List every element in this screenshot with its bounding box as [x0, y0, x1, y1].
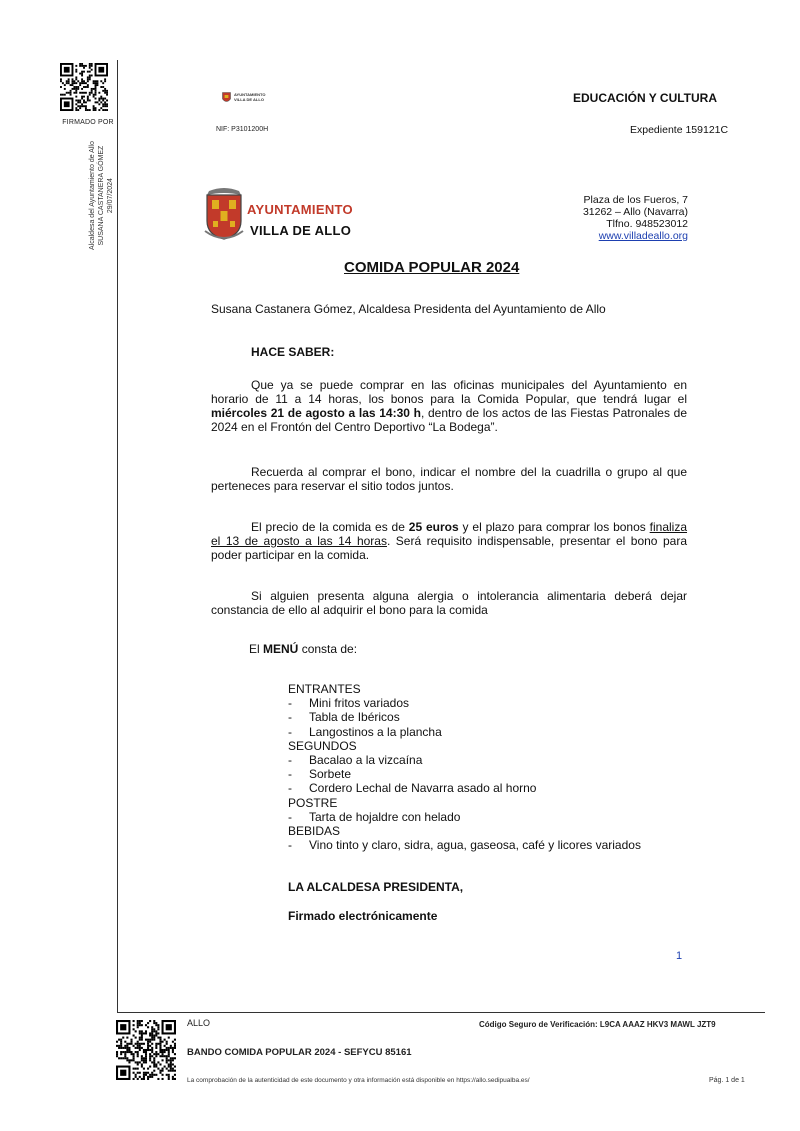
org-name-line2: VILLA DE ALLO — [250, 223, 352, 238]
price-highlight: 25 euros — [408, 520, 459, 534]
menu-intro-text-b: consta de: — [298, 642, 358, 656]
website-link[interactable]: www.villadeallo.org — [598, 230, 688, 242]
footer-entity: ALLO — [187, 1018, 211, 1028]
menu-item-label: Cordero Lechal de Navarra asado al horno — [309, 781, 537, 796]
para3-text-a: El precio de la comida es de — [251, 520, 409, 534]
menu-category: ENTRANTES — [288, 682, 361, 696]
menu-item-label: Tarta de hojaldre con helado — [309, 809, 461, 824]
phone-number: Tlfno. 948523012 — [606, 218, 688, 230]
nif-text: NIF: P3101200H — [216, 126, 269, 133]
menu-item-dash: - — [288, 724, 292, 739]
signer-name: SUSANA CASTANERA GÓMEZ — [98, 145, 105, 246]
small-logo-text — [234, 92, 265, 102]
menu-item — [288, 710, 641, 724]
menu-item-dash: - — [288, 809, 292, 824]
page-number: 1 — [676, 950, 683, 962]
menu-intro-text-a: El — [249, 642, 264, 656]
menu-item-dash: - — [288, 781, 292, 796]
department-heading: EDUCACIÓN Y CULTURA — [573, 91, 718, 105]
left-margin-line — [117, 60, 118, 1012]
hace-saber-heading: HACE SABER: — [251, 345, 335, 359]
paragraph-allergies: Si alguien presenta alguna alergia o intolerancia alimentaria deberá dejar constancia de ello al adquirir el bono para la comida — [211, 589, 687, 617]
footer-page-count: Pág. 1 de 1 — [709, 1077, 745, 1084]
signer-role: Alcaldesa del Ayuntamiento de Allo — [89, 141, 96, 250]
signature-vertical-text — [88, 141, 115, 250]
menu-item — [288, 838, 641, 852]
small-logo-line2: VILLA DE ALLO — [234, 97, 264, 102]
menu-intro — [249, 642, 357, 656]
footer-separator-line — [117, 1012, 765, 1013]
menu-category: BEBIDAS — [288, 824, 341, 839]
deadline-underlined: finaliza el 13 de agosto a las 14 horas — [211, 520, 688, 548]
menu-item-dash: - — [288, 710, 292, 725]
menu-list — [288, 682, 641, 852]
menu-item — [288, 781, 641, 795]
para3-text-c: . Será requisito indispensable, presentar el bono para poder participar en la comida. — [211, 534, 687, 562]
menu-item — [288, 696, 641, 710]
qr-code-footer-icon — [116, 1020, 176, 1080]
signer-title: LA ALCALDESA PRESIDENTA, — [288, 880, 464, 894]
menu-category: POSTRE — [288, 795, 338, 810]
paragraph-dates — [211, 378, 687, 434]
signed-note: Firmado electrónicamente — [288, 909, 438, 923]
menu-item — [288, 753, 641, 767]
menu-item-dash: - — [288, 696, 292, 711]
menu-item-label: Bacalao a la vizcaína — [309, 753, 423, 768]
qr-code-top-icon — [60, 63, 108, 111]
intro-line: Susana Castanera Gómez, Alcaldesa Presidenta del Ayuntamiento de Allo — [211, 302, 606, 316]
menu-item — [288, 810, 641, 824]
menu-word: MENÚ — [263, 642, 299, 656]
para3-text-b: y el plazo para comprar los bonos — [458, 520, 650, 534]
footer-csv-code: Código Seguro de Verificación: L9CA AAAZ HKV3 MAWL JZT9 — [479, 1020, 716, 1029]
paragraph-price — [211, 520, 687, 562]
menu-item-label: Mini fritos variados — [309, 696, 410, 711]
paragraph-cuadrilla: Recuerda al comprar el bono, indicar el nombre del la cuadrilla o grupo al que perteneces para reservar el sitio todos juntos. — [211, 465, 687, 493]
municipal-crest-logo — [203, 187, 245, 246]
menu-item — [288, 767, 641, 781]
menu-item-label: Vino tinto y claro, sidra, agua, gaseosa, café y licores variados — [309, 838, 641, 853]
para1-text-b: , dentro de los actos de las Fiestas Patronales de 2024 en el Frontón del Centro Deportivo “La Bodega”. — [211, 406, 687, 434]
menu-item-dash: - — [288, 753, 292, 768]
footer-bando-title: BANDO COMIDA POPULAR 2024 - SEFYCU 85161 — [187, 1047, 412, 1058]
footer-verification-note: La comprobación de la autenticidad de este documento y otra información está disponible en https://allo.sedipualba.es/ — [187, 1077, 530, 1084]
address-street: Plaza de los Fueros, 7 — [583, 194, 688, 206]
small-logo-line1: AYUNTAMIENTO — [234, 92, 266, 97]
org-name-line1: AYUNTAMIENTO — [247, 202, 353, 217]
address-city: 31262 – Allo (Navarra) — [582, 206, 688, 218]
menu-item-dash: - — [288, 838, 292, 853]
menu-category: SEGUNDOS — [288, 738, 357, 753]
menu-item-label: Sorbete — [309, 767, 352, 782]
document-title: COMIDA POPULAR 2024 — [344, 259, 520, 276]
expediente-number: Expediente 159121C — [630, 124, 729, 136]
menu-item — [288, 725, 641, 739]
firmado-por-label: FIRMADO POR — [62, 119, 114, 126]
para1-text-a: Que ya se puede comprar en las oficinas municipales del Ayuntamiento en horario de 11 a 14 horas, los bonos para la Comida Popular, que tendrá lugar el — [211, 378, 687, 406]
signed-date: 29/07/2024 — [107, 178, 114, 214]
para1-date-highlight: miércoles 21 de agosto a las 14:30 h — [211, 406, 421, 420]
small-crest-logo — [222, 91, 231, 109]
menu-item-label: Langostinos a la plancha — [309, 724, 442, 739]
menu-item-dash: - — [288, 767, 292, 782]
menu-item-label: Tabla de Ibéricos — [309, 710, 400, 725]
